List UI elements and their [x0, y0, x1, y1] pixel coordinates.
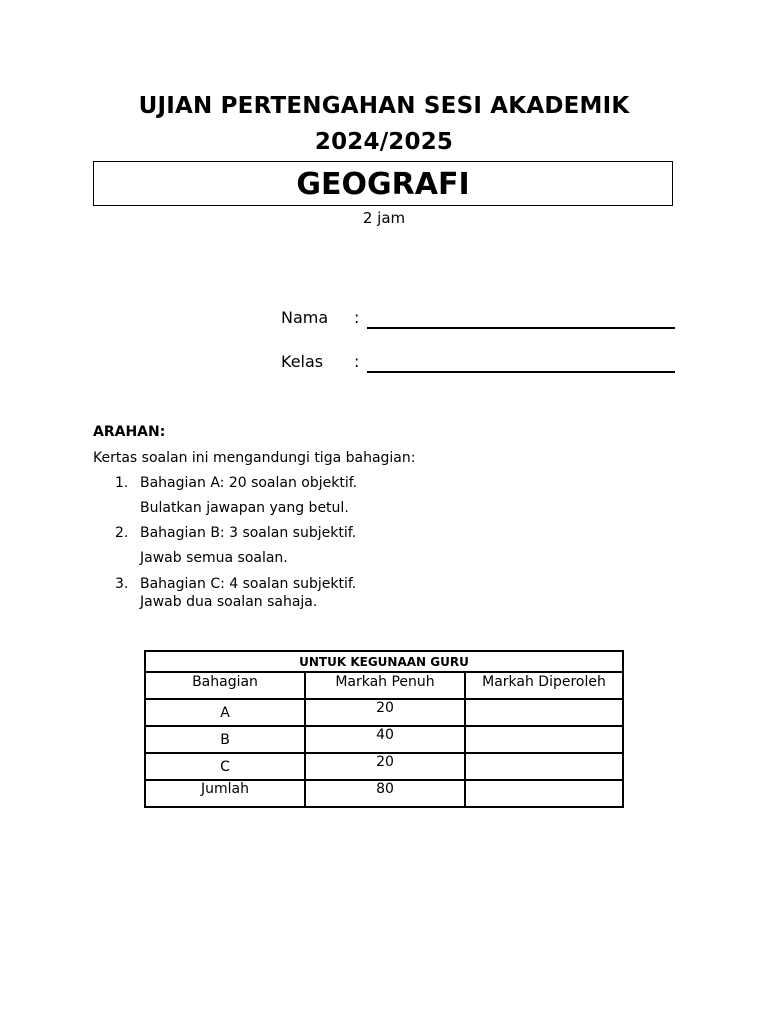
instruction-number: 2. — [115, 525, 129, 541]
obtained-marks-cell[interactable] — [465, 726, 623, 753]
name-field — [281, 308, 675, 332]
full-marks-cell: 20 — [305, 753, 465, 780]
academic-year: 2024/2025 — [314, 129, 454, 155]
class-colon: : — [354, 352, 360, 371]
instruction-item-line2: Jawab semua soalan. — [140, 550, 288, 566]
instructions-heading: ARAHAN: — [93, 424, 166, 440]
instruction-number: 1. — [115, 475, 129, 491]
exam-title: UJIAN PERTENGAHAN SESI AKADEMIK — [138, 93, 630, 119]
section-cell: A — [145, 699, 305, 726]
exam-duration: 2 jam — [362, 209, 406, 227]
instruction-item-line1: Bahagian A: 20 soalan objektif. — [140, 475, 358, 491]
section-cell: Jumlah — [145, 780, 305, 807]
table-row — [145, 780, 623, 807]
instruction-item-line2: Bulatkan jawapan yang betul. — [140, 500, 349, 516]
obtained-marks-cell[interactable] — [465, 753, 623, 780]
class-field — [281, 352, 675, 376]
obtained-marks-cell[interactable] — [465, 699, 623, 726]
name-colon: : — [354, 308, 360, 327]
class-blank-line[interactable] — [367, 371, 675, 373]
subject-title: GEOGRAFI — [93, 161, 673, 206]
instruction-number: 3. — [115, 576, 129, 592]
column-header-section: Bahagian — [145, 672, 305, 699]
instruction-item-line2: Jawab dua soalan sahaja. — [140, 594, 318, 610]
table-row — [145, 753, 623, 780]
section-cell: B — [145, 726, 305, 753]
instructions-intro: Kertas soalan ini mengandungi tiga bahagian: — [93, 450, 416, 466]
section-cell: C — [145, 753, 305, 780]
table-row — [145, 726, 623, 753]
column-header-full-marks: Markah Penuh — [305, 672, 465, 699]
teacher-marks-table — [144, 650, 624, 808]
column-header-obtained-marks: Markah Diperoleh — [465, 672, 623, 699]
full-marks-cell: 80 — [305, 780, 465, 807]
class-label: Kelas — [281, 352, 324, 371]
full-marks-cell: 20 — [305, 699, 465, 726]
name-label: Nama — [281, 308, 329, 327]
instruction-item-line1: Bahagian B: 3 soalan subjektif. — [140, 525, 357, 541]
name-blank-line[interactable] — [367, 327, 675, 329]
table-title: UNTUK KEGUNAAN GURU — [145, 651, 623, 672]
obtained-marks-cell[interactable] — [465, 780, 623, 807]
table-row — [145, 699, 623, 726]
instruction-item-line1: Bahagian C: 4 soalan subjektif. — [140, 576, 357, 592]
full-marks-cell: 40 — [305, 726, 465, 753]
